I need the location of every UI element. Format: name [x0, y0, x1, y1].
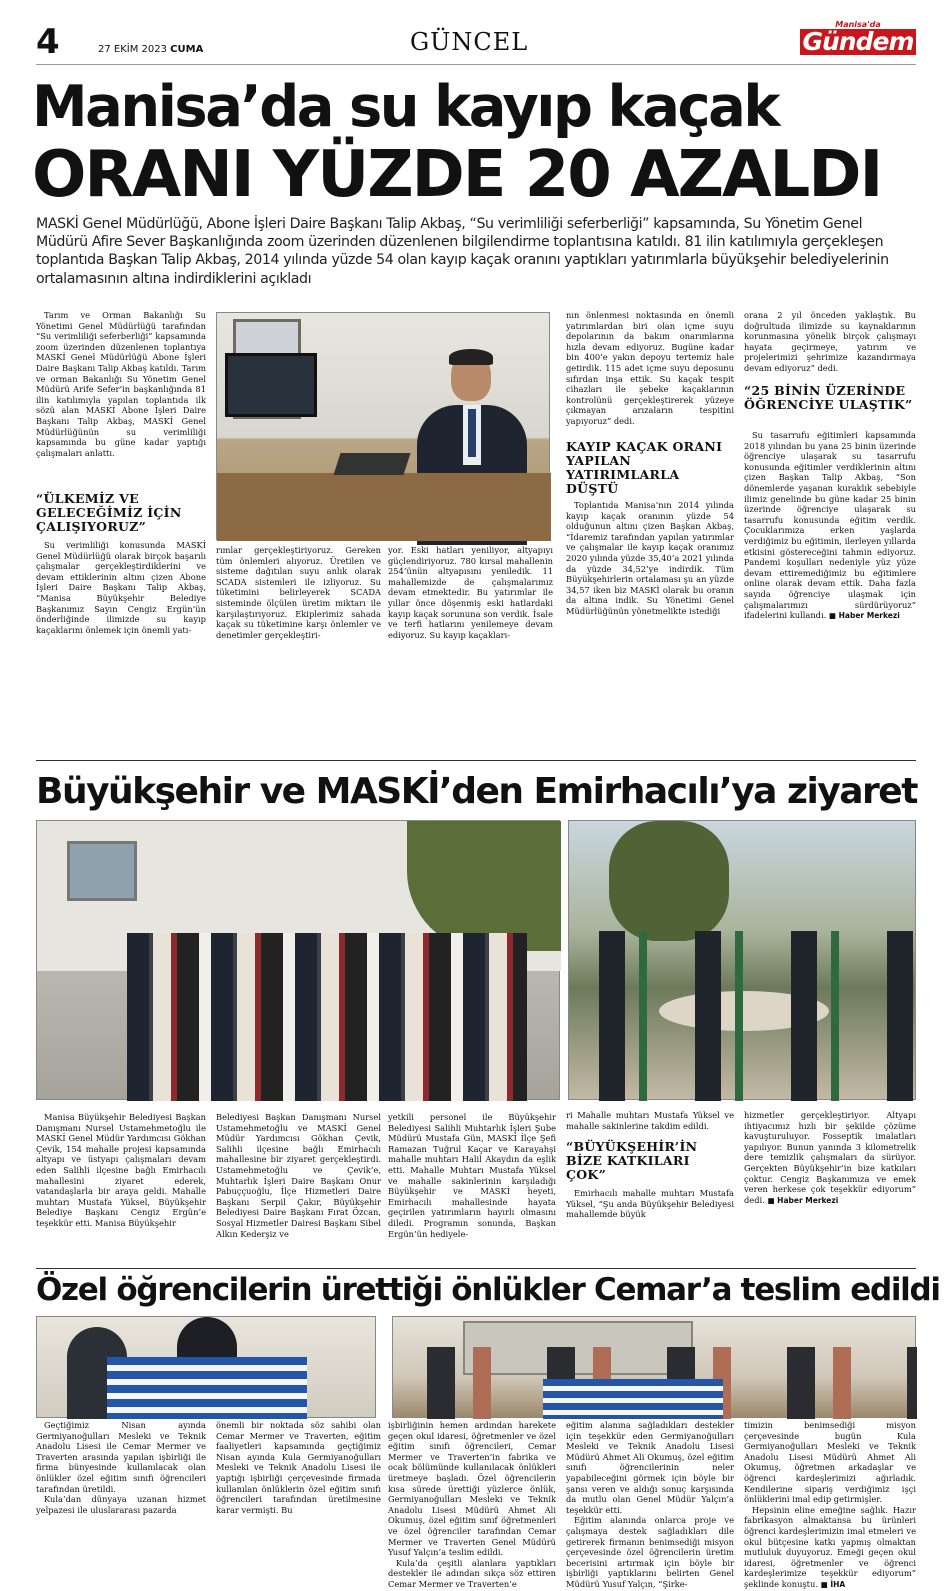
article1-photo-office: [216, 312, 550, 540]
article2-headline: Büyükşehir ve MASKİ’den Emirhacılı’ya ziyaret: [36, 771, 917, 812]
apron-shape: [543, 1379, 723, 1419]
article1-paragraph: [744, 430, 916, 622]
article2-col3: [388, 1112, 556, 1272]
article2-paragraph: Manisa Büyükşehir Belediyesi Başkan Danışmanı Nursel Ustamehmetoğlu ile MASKİ Genel Müdür Yardımcısı Gökhan Çevik, 154 mahalle projesi kapsamında altyapı ve üstyapı çalışmaları devam eden Salihli ilçesine bağlı Emirhacılı mahallesini ziyaret ederek, vatandaşlarla bir araya geldi. Mahalle muhtarı Mustafa Yüksel, Büyükşehir Belediye Başkanı Cengiz Ergün’e teşekkür etti. Manisa Büyükşehir: [36, 1112, 206, 1228]
article1-col4-bottom: [566, 500, 734, 750]
article1-paragraph: orana 2 yıl önceden yaklaştık. Bu doğrultuda ilimizde su kaynaklarının korunmasına yönelik birçok çalışmayı hayata geçirmeye, yatırım ve projelerimizi şehrimize kazandırmaya devam ediyoruz” dedi.: [744, 310, 916, 373]
article3-col1: [36, 1420, 206, 1534]
issue-date: [98, 44, 203, 55]
article1-col5-top: [744, 310, 916, 382]
article3-paragraph: Eğitim alanında onlarca proje ve çalışmaya destek sağladıkları dile getirerek firmanın benimsediği misyon çerçevesinde özel öğrencilerin üretim becerisini artırmak için böyle bir işbirliği yaptıklarını belirten Genel Müdürü Yusuf Yalçın, “Şirke-: [566, 1515, 734, 1589]
article3-photo-handover: [36, 1316, 376, 1418]
article1-paragraph: rımlar gerçekleştiriyoruz. Gereken tüm önlemleri alıyoruz. Üretilen ve sisteme dağıtılan suyu anlık olarak SCADA sistemleri ile izliyoruz. Su tüketimini belirleyerek SCADA sisteminde ölçülen üretim miktarı ile karşılaştırıyoruz. Ekiplerimiz sahada kaçak su tüketimine karşı önlemler ve denetimler gerçekleştiri-: [216, 545, 381, 640]
tree-shape: [609, 821, 729, 941]
article2-subheading: “BÜYÜKŞEHİR’İN BİZE KATKILARI ÇOK”: [566, 1139, 698, 1182]
article1-signature: ■ Haber Merkezi: [828, 611, 900, 621]
article2-paragraph: Emirhacılı mahalle muhtarı Mustafa Yüksel, “Şu anda Büyükşehir Belediyesi mahallemde büyük: [566, 1188, 734, 1220]
article3-paragraph: [744, 1505, 916, 1591]
article2-paragraph: Belediyesi Başkan Danışmanı Nursel Ustamehmetoğlu ve MASKİ Genel Müdür Yardımcısı Gökhan Çevik, Salihli ilçesine bağlı Emirhacılı mahallesine bir ziyaret gerçekleştirdi. Ustamehmetoğlu ve Çevik’e, Muhtarlık İşleri Daire Başkanı Onur Pabuççuoğlu, İlçe Hizmetleri Daire Başkanı Serpil Çakır, Büyükşehir Belediyesi Daire Başkanı Fırat Özcan, Sosyal Hizmetler Dairesi Başkanı Sibel Alkın Kederşiz ve: [216, 1112, 381, 1239]
article2-col2: [216, 1112, 381, 1272]
logo-main-text: Gündem: [800, 29, 916, 55]
logo-top-text: Manisa'da: [835, 20, 881, 29]
newspaper-logo: [800, 20, 916, 62]
article3-col3: [388, 1420, 556, 1589]
article1-paragraph: Su verimliliği konusunda MASKİ Genel Müdürlüğü olarak birçok başarılı çalışmalar gerçekleştirdiklerini ve devam ettiklerinin altını çizen Abone İşleri Daire Başkanı Talip Akbaş, “Manisa Büyükşehir Belediye Başkanımız Sayın Cengiz Ergün’ün önderliğinde ilimizde su kayıp kaçaklarını önlemek için önemli yatı-: [36, 540, 206, 635]
article3-paragraph: timizin benimsediği misyon çerçevesinde bugün Kula Germiyanoğulları Mesleki ve Teknik Anadolu Lisesi Müdürü Ahmet Ali Okumuş, öğretmen arkadaşlar ve öğrenci kardeşlerimizi ağırladık. Kendilerine sipariş verdiğimiz işçi önlüklerini imal edip getirmişler.: [744, 1420, 916, 1505]
article1-subheading-1: “ÜLKEMİZ VE GELECEĞİMİZ İÇİN ÇALIŞIYORUZ”: [36, 491, 182, 534]
article1-col3-bottom: [388, 545, 553, 755]
article2-photo-meeting: [568, 820, 916, 1100]
article2-col5-text: hizmetler gerçekleştiriyor. Altyapı ihtiyacımız hızlı bir şekilde çözüme kavuşturuluyor. Fosseptik imalatları yapılıyor. Bunun yanında 3 kilometrelik dere temizlik çalışmaları da sürüyor. Gerçekten Büyükşehir’in bize katkıları çoktur. Cengiz Başkanımıza ve emek veren herkese çok teşekkür ediyorum” dedi.: [744, 1110, 916, 1205]
article1-signature-text: Haber Merkezi: [838, 611, 900, 621]
article3-paragraph: eğitim alanına sağladıkları destekler için teşekkür eden Germiyanoğulları Mesleki ve Teknik Anadolu Lisesi Müdürü Ahmet Ali Okumuş, özel eğitim sınıfı öğrencilerinin neler yapabileceğini görmek için böyle bir şansı veren ve aldığı sonuç karşısında da mutlu olan Genel Müdür Yalçın’a teşekkür etti.: [566, 1420, 734, 1515]
group-of-people: [127, 933, 527, 1101]
article3-paragraph: Kula’da çeşitli alanlara yaptıkları destekler ile adından sıkça söz ettiren Cemar Mermer ve Traverten’e: [388, 1557, 556, 1589]
laptop-icon: [333, 453, 410, 475]
article1-headline-line1: Manisa’da su kayıp kaçak: [32, 74, 779, 140]
article3-paragraph: Geçtiğimiz Nisan ayında Germiyanoğulları Mesleki ve Teknik Anadolu Lisesi ile Cemar Mermer ve Traverten arasında yapılan işbirliği ile firma bünyesinde kullanılacak olan önlükler özel eğitim sınıfı öğrencileri tarafından üretildi.: [36, 1420, 206, 1494]
section-rule-1: [36, 760, 916, 761]
article2-col4-top: [566, 1110, 734, 1136]
article1-subheading-3: “25 BİNİN ÜZERİNDE ÖĞRENCİYE ULAŞTIK”: [744, 383, 913, 412]
apron-shape: [107, 1357, 307, 1419]
article3-paragraph: önemli bir noktada söz sahibi olan Cemar Mermer ve Traverten, eğitim faaliyetleri kapsamında geçtiğimiz Nisan ayında Kula Germiyanoğulları Mesleki ve Teknik Anadolu Lisesi ile yaptığı işbirliği çerçevesinde firmada kullanılan önlüklerin özel eğitim sınıfı öğrencileri tarafından üretilmesine karar vermişti. Bu: [216, 1420, 381, 1515]
article2-paragraph: yetkili personel ile Büyükşehir Belediyesi Salihli Muhtarlık İşleri Şube Müdürü Mustafa Gün, MASKİ İlçe Şefi Ramazan Tuğrul Kaçar ve Karayahşi mahalle muhtarı Halil Akaydın da eşlik etti. Mahalle Muhtarı Mustafa Yüksel ve mahalle sakinlerinin karşıladığı Büyükşehir ve MASKİ heyeti, Emirhacılı mahallesinde hayata geçirilen yatırımların hayırlı olmasını diledi. Programın sonunda, Başkan Ergün’ün hediyele-: [388, 1112, 556, 1239]
article1-col2-bottom: [216, 545, 381, 755]
article1-paragraph: Toplantıda Manisa’nın 2014 yılında kayıp kaçak oranının yüzde 54 olduğunun altını çizen Başkan Akbaş, “İdaremiz tarafından yapılan yatırımlar ve çalışmalar ile kayıp kaçak oranımız 2020 yılında yüzde 35,40’a 2021 yılında da yüzde 34,52’ye indirdik. Tüm Büyükşehirlerin ortalaması şu an yüzde 34,57 iken biz MASKİ olarak bu oranın da altına indik. Su Yönetimi Genel Müdürlüğünün yönetmelikte istediği: [566, 500, 734, 616]
article3-col4: [566, 1420, 734, 1589]
article3-col2: [216, 1420, 381, 1534]
article1-col4-top: [566, 310, 734, 432]
section-title: GÜNCEL: [410, 28, 529, 56]
article3-paragraph: işbirliğinin hemen ardından harekete geçen okul idaresi, öğretmenler ve özel eğitim sınıfı öğrencileri, Cemar Mermer ve Traverten’in fabrika ve ocak bölümünde kullanılacak önlükleri üretmeye başladı. Özel öğrencilerin kısa sürede ürettiği yüzlerce önlük, Germiyanoğulları Mesleki ve Teknik Anadolu Lisesi Müdürü Ahmet Ali Okumuş, özel eğitim sınıf öğretmenleri ve özel öğrenciler tarafından Cemar Mermer ve Traverten Genel Müdürü Yusuf Yalçın’a teslim edildi.: [388, 1420, 556, 1558]
seated-people: [569, 931, 917, 1101]
day-text: CUMA: [170, 44, 204, 55]
article1-col1-top: [36, 310, 206, 485]
article2-col4-bottom: [566, 1188, 734, 1228]
article3-paragraph: Kula’dan dünyaya uzanan hizmet yelpazesi ile uluslararası pazarda: [36, 1494, 206, 1515]
article3-photo-office-group: [392, 1316, 916, 1418]
section-rule-2: [36, 1268, 916, 1269]
article1-col5-bottom: [744, 430, 916, 750]
article2-paragraph: ri Mahalle muhtarı Mustafa Yüksel ve mahalle sakinlerine takdim edildi.: [566, 1110, 734, 1131]
masthead-rule: [36, 64, 916, 65]
article1-paragraph: nın önlenmesi noktasında en önemli yatırımlardan biri olan içme suyu depolarının da bakım onarımlarına hızla devam ediyoruz. Bugüne kadar bin 400’e yakın depoyu tertemiz hale getirdik. 115 adet içme suyu deposunu sıfırdan inşa ettik. Su kaçak tespit cihazları ile şebeke kaçaklarının kontrolünü gerçekleştirerek yüzeye çıkmayan arızaların tespitini yapıyoruz” dedi.: [566, 310, 734, 426]
article3-col5: [744, 1420, 916, 1589]
article2-col1: [36, 1112, 206, 1272]
article2-col5: [744, 1110, 916, 1260]
article1-lead: MASKİ Genel Müdürlüğü, Abone İşleri Daire Başkanı Talip Akbaş, “Su verimliliği seferberliği” kapsamında, Su Yönetim Genel Müdürü Afire Sever Başkanlığında zoom üzerinden düzenlenen bilgilendirme toplantısına katıldı. 81 ilin katılımıyla gerçekleşen toplantıda Başkan Talip Akbaş, 2014 yılında yüzde 54 olan kayıp kaçak oranını yaptıkları yatırımlarla büyükşehir belediyelerinin ortalamasının altına indirdiklerini açıkladı: [36, 216, 889, 287]
article2-paragraph: [744, 1110, 916, 1206]
article1-col1-bottom: [36, 540, 206, 750]
article3-headline: Özel öğrencilerin ürettiği önlükler Cemar’a teslim edildi: [36, 1272, 940, 1308]
desk-surface: [217, 473, 551, 541]
monitor-icon: [225, 353, 317, 417]
article3-signature: ■ İHA: [820, 1579, 846, 1589]
article3-signature-text: İHA: [830, 1579, 846, 1589]
article2-signature: ■ Haber Merkezi: [767, 1195, 839, 1205]
article2-photo-group: [36, 820, 560, 1100]
article3-col5-text: Hepsinin eline emeğine sağlık. Hazır fabrikasyon almaktansa bu ürünleri öğrenci kardeşlerimizin imal etmeleri ve okul bütçesine katkı yapmış olmaktan mutluluk duyuyoruz. Emeği geçen okul idaresi, öğretmenler ve öğrenci kardeşlerimize teşekkür ediyorum” şeklinde konuştu.: [744, 1504, 916, 1589]
article1-paragraph: Tarım ve Orman Bakanlığı Su Yönetimi Genel Müdürlüğü tarafından “Su verimliliği seferberliği” kapsamında zoom üzerinden düzenlenen toplantıya MASKİ Genel Müdürlüğü Abone İşleri Daire Başkanı Talip Akbaş katıldı. Tarım ve orman Bakanlığı Su Yönetim Genel Müdürü Arife Sefer’in başkanlığında 81 ilin katılımıyla yapılan toplantıda ilk sözü alan MASKİ Abone İşleri Daire Başkanı Talip Akbaş, MASKİ Genel Müdürlüğünün su verimliliği kapsamında bu güne kadar yaptığı çalışmaları anlattı.: [36, 310, 206, 458]
page-number: 4: [36, 22, 60, 62]
article1-subheading-2: KAYIP KAÇAK ORANI YAPILAN YATIRIMLARLA DÜŞTÜ: [566, 439, 723, 496]
window-shape: [67, 841, 137, 901]
article1-col5-text: Su tasarrufu eğitimleri kapsamında 2018 yılından bu yana 25 binin üzerinde öğrenciye ulaşarak su tasarrufu konusunda eğitimler verdiklerinin altını çizen Başkan Talip Akbaş, “Son dönemlerde yaşanan kuraklık sebebiyle ilimiz genelinde bu güne kadar 25 binin üzerinde öğrenciye ulaşarak su tasarrufu konusunda eğitim verdik. Çocuklarımıza erken yaşlarda verdiğimiz bu eğitimin, ilerleyen yıllarda etkisini göstereceğini tahmin ediyoruz. Pandemi koşulları nedeniyle yüz yüze devam ettiremediğimiz bu eğitimlere online olarak devam ettik. Daha fazla sayıda öğrenciye ulaşmak için çalışmalarımızı sürdürüyoruz” ifadelerini kullandı.: [744, 430, 916, 621]
article1-headline-line2: ORANI YÜZDE 20 AZALDI: [32, 138, 882, 212]
article1-paragraph: yor. Eski hatları yeniliyor, altyapıyı güçlendiriyoruz. 780 kırsal mahallenin 254’ünün altyapısını yeniledik. 11 mahallemizde de çalışmalarımız devam etmektedir. Bu yatırımlar ile yıllar önce döşenmiş eski hatlardaki kayıp kaçak sorununa son verdik. İsale ve terfi hatlarını yenilemeye devam ediyoruz. Su kayıp kaçakları-: [388, 545, 553, 640]
article2-signature-text: Haber Merkezi: [777, 1195, 839, 1205]
date-text: 27 EKİM 2023: [98, 44, 167, 55]
